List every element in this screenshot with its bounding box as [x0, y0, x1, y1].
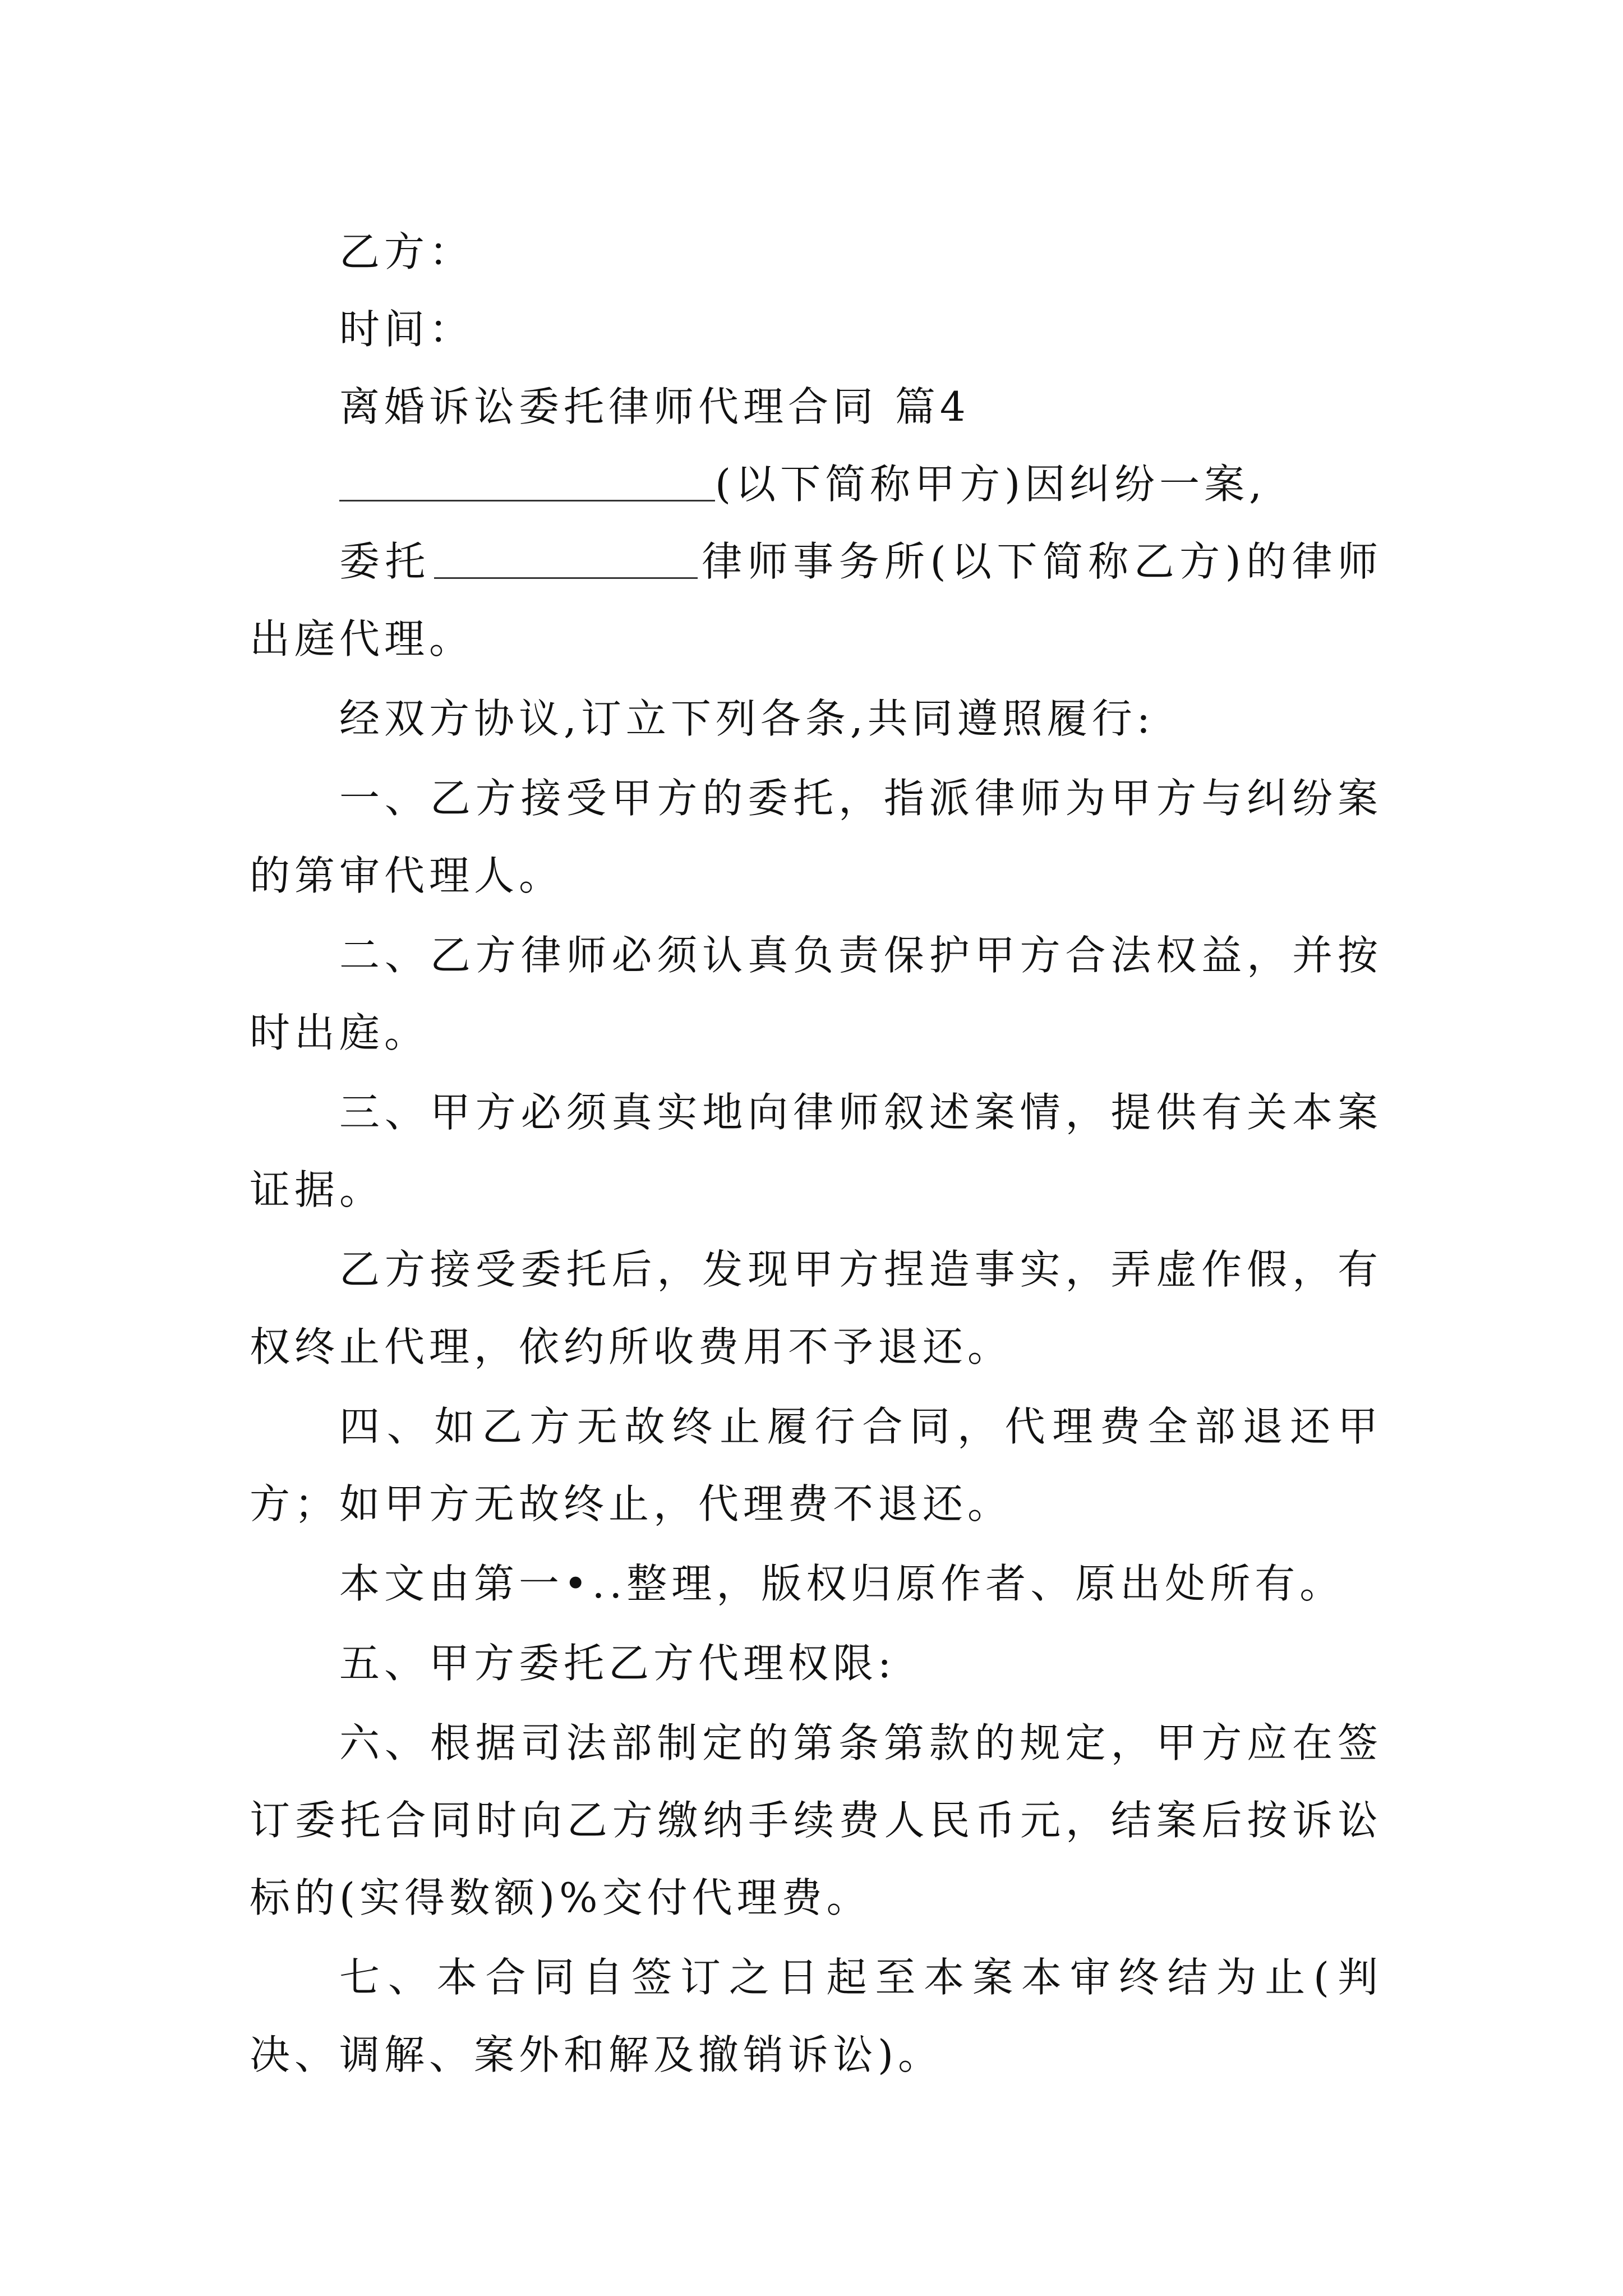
entrust-prefix: 委托	[339, 538, 431, 585]
clause-2: 二、乙方律师必须认真负责保护甲方合法权益，并按时出庭。	[250, 932, 1382, 1056]
party-b-label: 乙方：	[339, 228, 474, 275]
intro-line	[250, 445, 1382, 523]
entrust-paragraph	[250, 523, 1382, 678]
source-note: 本文由第一•..整理，版权归原作者、原出处所有。	[339, 1560, 1345, 1607]
clause-3: 三、甲方必须真实地向律师叙述案情，提供有关本案证据。	[250, 1089, 1382, 1213]
section-title: 离婚诉讼委托律师代理合同 篇4	[339, 383, 970, 430]
time-label: 时间：	[339, 306, 474, 353]
clause-7: 七、本合同自签订之日起至本案本审终结为止(判决、调解、案外和解及撤销诉讼)。	[250, 1954, 1382, 2078]
intro-text: (以下简称甲方)因纠纷一案,	[715, 461, 1267, 508]
clause-3b: 乙方接受委托后，发现甲方捏造事实，弄虚作假，有权终止代理，依约所收费用不予退还。	[250, 1246, 1382, 1370]
clause-5: 五、甲方委托乙方代理权限:	[339, 1640, 896, 1687]
law-firm-blank	[434, 537, 698, 579]
client-name-blank	[339, 459, 715, 501]
document-body	[250, 213, 1382, 2093]
agreement-paragraph: 经双方协议,订立下列各条,共同遵照履行:	[339, 695, 1155, 742]
clause-6: 六、根据司法部制定的第条第款的规定，甲方应在签订委托合同时向乙方缴纳手续费人民币元，结案后按诉讼标的(实得数额)%交付代理费。	[250, 1719, 1382, 1921]
clause-4: 四、如乙方无故终止履行合同，代理费全部退还甲方；如甲方无故终止，代理费不退还。	[250, 1403, 1382, 1527]
entrust-suffix: 律师事务所(以下简称乙方)的律师出庭代理。	[250, 538, 1382, 662]
clause-1: 一、乙方接受甲方的委托，指派律师为甲方与纠纷案的第审代理人。	[250, 775, 1382, 899]
